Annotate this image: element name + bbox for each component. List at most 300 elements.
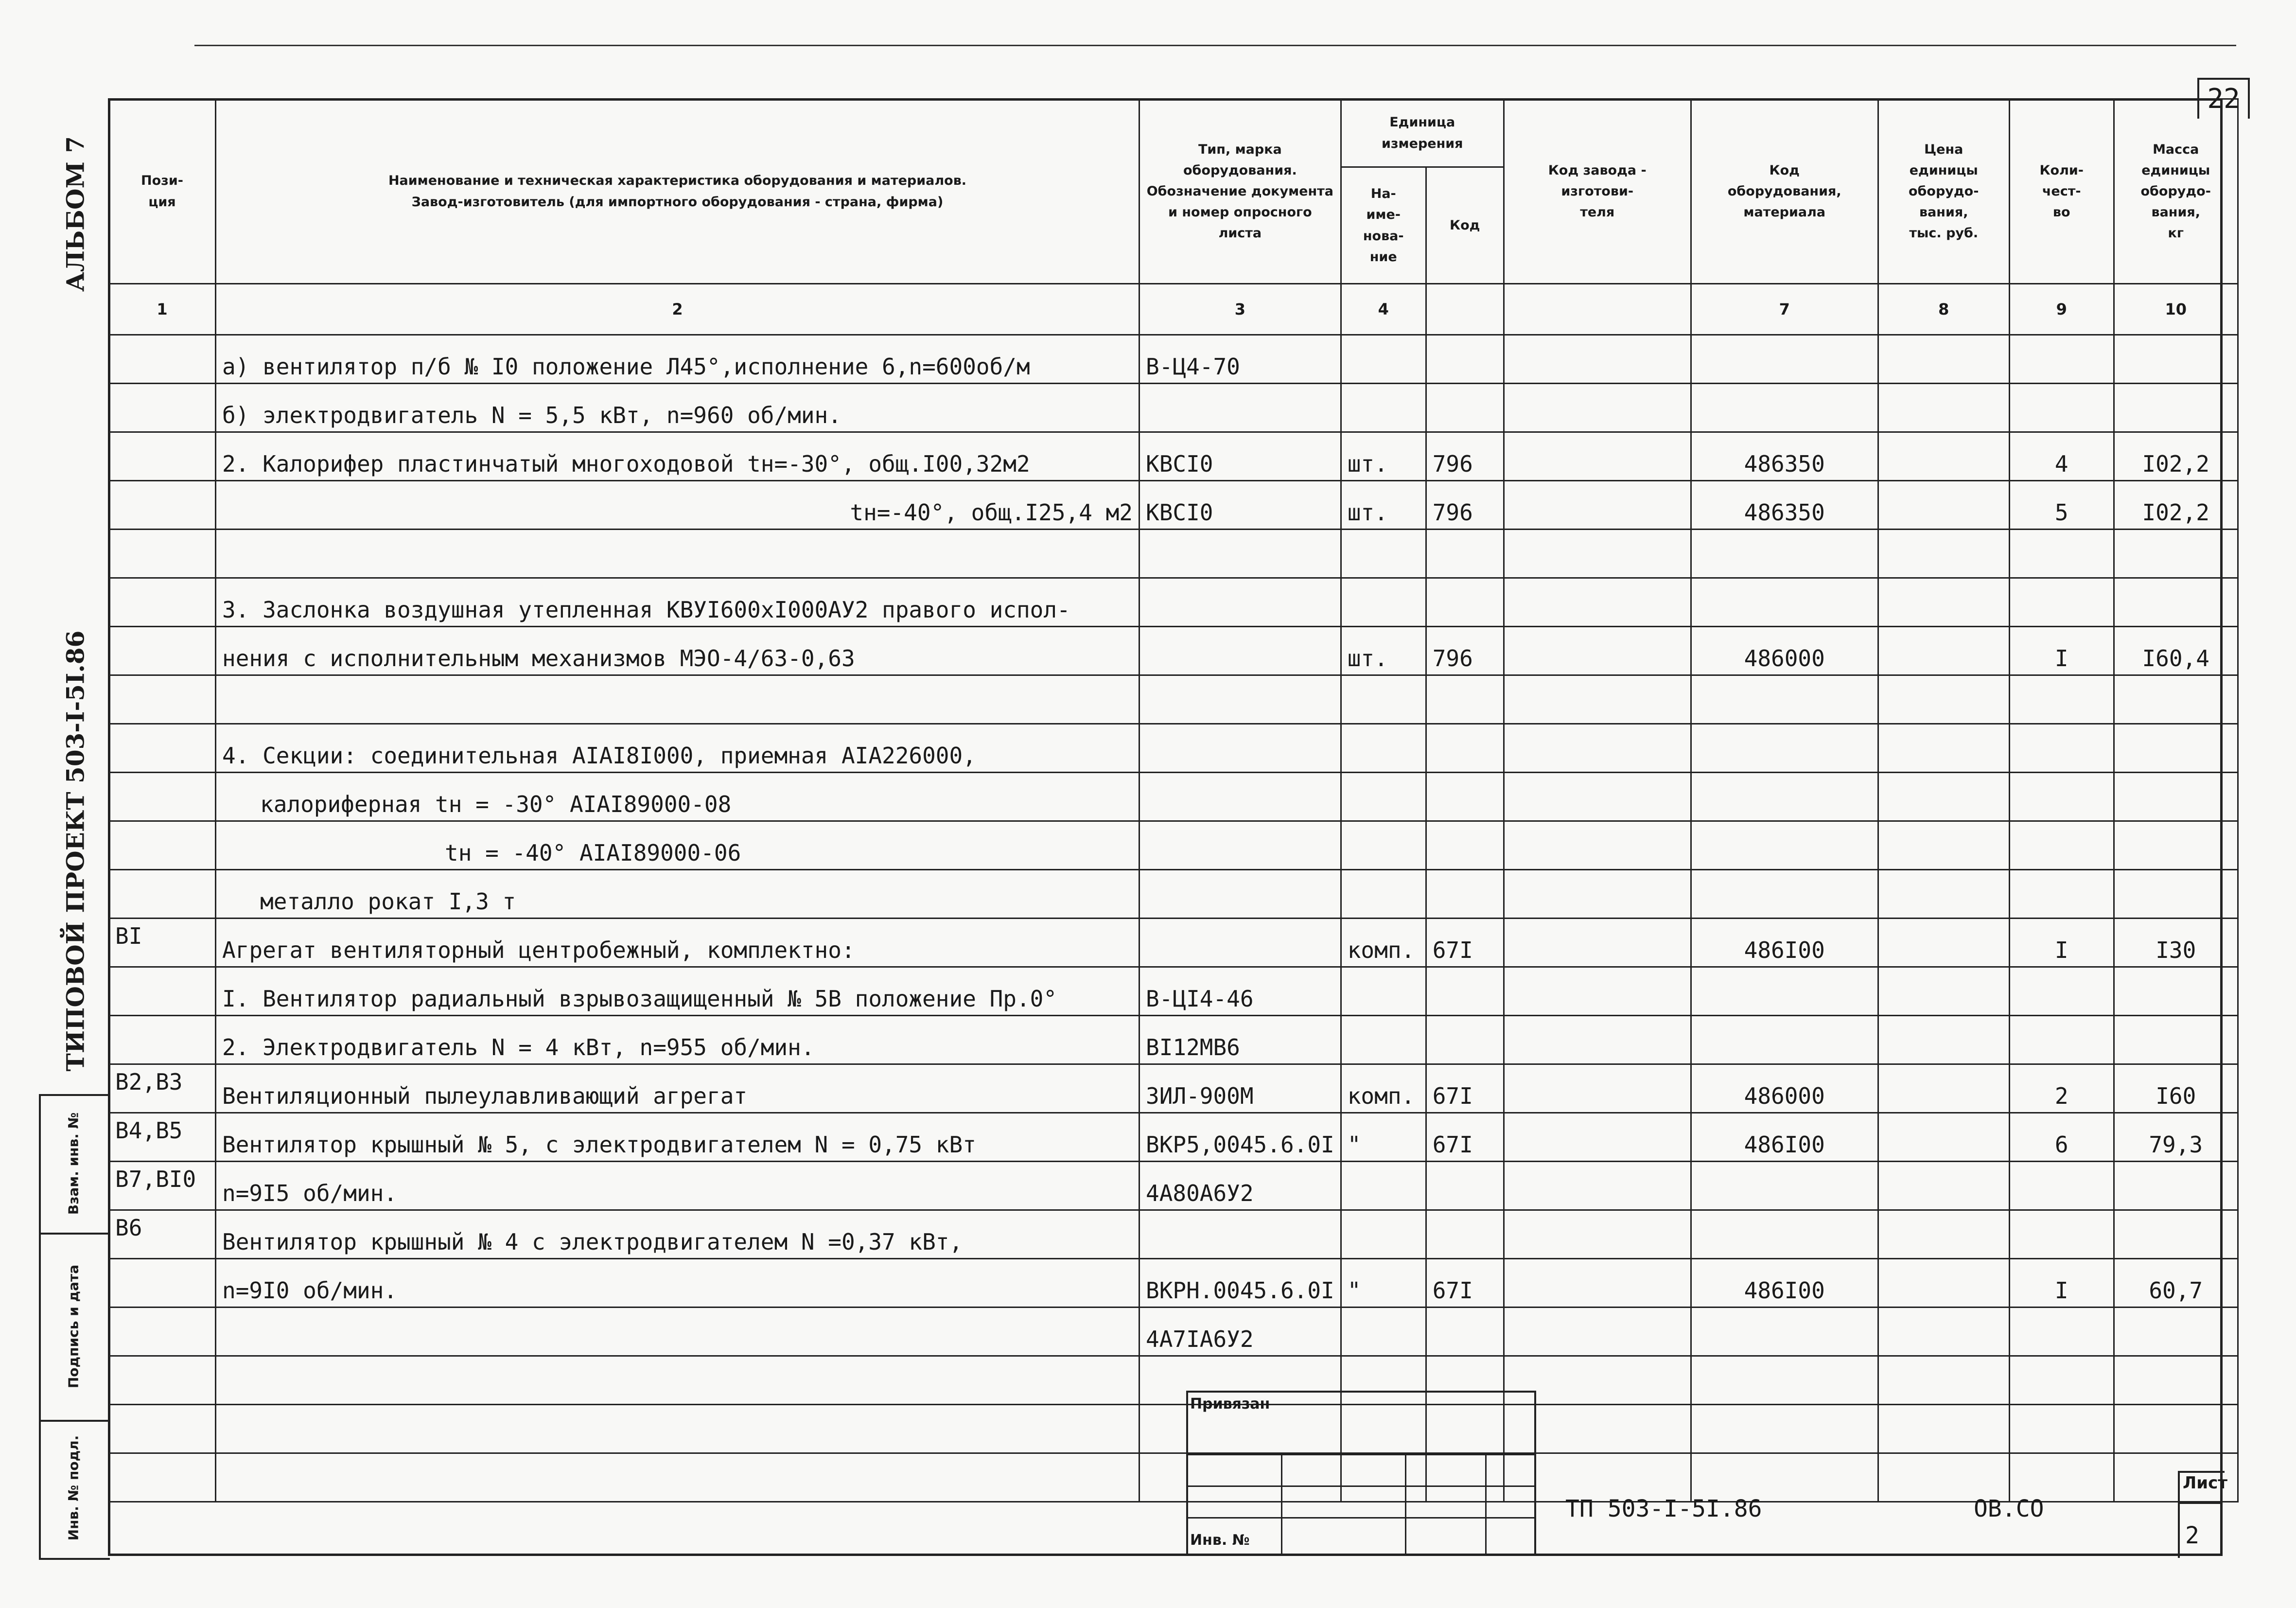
- pos-cell: [109, 821, 216, 870]
- unit-code-cell: [1426, 1162, 1504, 1210]
- header-price: Цена единицы оборудо- вания, тыс. руб.: [1878, 99, 2009, 284]
- col-number: 8: [1878, 284, 2009, 335]
- unit-cell: ": [1341, 1113, 1426, 1162]
- name-cell: Агрегат вентиляторный центробежный, комплектно:: [216, 919, 1139, 967]
- pos-cell: [109, 1308, 216, 1356]
- stamp-replace-inv-text: Взам. инв. №: [65, 1112, 82, 1215]
- binding-line: [1485, 1454, 1487, 1556]
- equip-code-cell: 486350: [1691, 432, 1878, 481]
- unit-code-cell: [1426, 821, 1504, 870]
- factory-cell: [1504, 1016, 1691, 1064]
- mass-cell: I02,2: [2114, 481, 2238, 530]
- unit-code-cell: 67I: [1426, 1113, 1504, 1162]
- factory-cell: [1504, 870, 1691, 919]
- factory-cell: [1504, 432, 1691, 481]
- unit-code-cell: [1426, 675, 1504, 724]
- unit-code-cell: [1426, 967, 1504, 1016]
- col-number: 10: [2114, 284, 2238, 335]
- mass-cell: I60: [2114, 1064, 2238, 1113]
- unit-code-cell: 796: [1426, 627, 1504, 675]
- equip-code-cell: 486000: [1691, 627, 1878, 675]
- name-cell: [216, 1308, 1139, 1356]
- table-row: [109, 1064, 2238, 1113]
- type-cell: [1139, 675, 1341, 724]
- qty-cell: I: [2009, 627, 2114, 675]
- price-cell: [1878, 1162, 2009, 1210]
- mass-cell: [2114, 578, 2238, 627]
- price-cell: [1878, 1356, 2009, 1405]
- price-cell: [1878, 335, 2009, 384]
- name-cell: 4. Секции: соединительная АIАI8I000, приемная АIА226000,: [216, 724, 1139, 773]
- equip-code-cell: [1691, 821, 1878, 870]
- col-number: 4: [1341, 284, 1426, 335]
- qty-cell: [2009, 773, 2114, 821]
- name-cell: Вентилятор крышный № 4 с электродвигателем N =0,37 кВт,: [216, 1210, 1139, 1259]
- qty-cell: [2009, 1308, 2114, 1356]
- price-cell: [1878, 481, 2009, 530]
- pos-cell: [109, 724, 216, 773]
- equip-code-cell: 486I00: [1691, 1259, 1878, 1308]
- pos-cell: [109, 481, 216, 530]
- table-row: [109, 1356, 2238, 1405]
- price-cell: [1878, 1210, 2009, 1259]
- equip-code-cell: [1691, 1356, 1878, 1405]
- equip-code-cell: [1691, 724, 1878, 773]
- equip-code-cell: 486350: [1691, 481, 1878, 530]
- table-row: [109, 1016, 2238, 1064]
- unit-cell: [1341, 675, 1426, 724]
- table-row: [109, 773, 2238, 821]
- price-cell: [1878, 1113, 2009, 1162]
- table-row: [109, 1210, 2238, 1259]
- pos-cell: [109, 530, 216, 578]
- factory-cell: [1504, 1210, 1691, 1259]
- mass-cell: [2114, 1016, 2238, 1064]
- type-cell: 4А7IА6У2: [1139, 1308, 1341, 1356]
- table-row: [109, 967, 2238, 1016]
- type-cell: [1139, 870, 1341, 919]
- unit-code-cell: 67I: [1426, 1259, 1504, 1308]
- header-row: [109, 99, 2238, 167]
- stamp-original-inv: [39, 1420, 108, 1556]
- qty-cell: [2009, 1356, 2114, 1405]
- name-cell: калориферная tн = -30° АIАI89000-08: [216, 773, 1139, 821]
- header-type: Тип, марка оборудования. Обозначение документа и номер опросного листа: [1139, 99, 1341, 284]
- pos-cell: [109, 578, 216, 627]
- unit-cell: [1341, 384, 1426, 432]
- price-cell: [1878, 1064, 2009, 1113]
- price-cell: [1878, 578, 2009, 627]
- unit-code-cell: [1426, 724, 1504, 773]
- binding-label: Привязан: [1190, 1396, 1270, 1413]
- pos-cell: В7,ВI0: [109, 1162, 216, 1210]
- factory-cell: [1504, 1259, 1691, 1308]
- type-cell: ВКРН.0045.6.0I: [1139, 1259, 1341, 1308]
- qty-cell: 4: [2009, 432, 2114, 481]
- pos-cell: [109, 870, 216, 919]
- pos-cell: ВI: [109, 919, 216, 967]
- unit-code-cell: [1426, 1210, 1504, 1259]
- table-row: [109, 481, 2238, 530]
- qty-cell: [2009, 675, 2114, 724]
- factory-cell: [1504, 530, 1691, 578]
- unit-cell: шт.: [1341, 627, 1426, 675]
- price-cell: [1878, 1405, 2009, 1453]
- col-number: 9: [2009, 284, 2114, 335]
- unit-code-cell: 796: [1426, 481, 1504, 530]
- factory-cell: [1504, 821, 1691, 870]
- unit-code-cell: 67I: [1426, 1064, 1504, 1113]
- pos-cell: [109, 967, 216, 1016]
- qty-cell: [2009, 335, 2114, 384]
- equip-code-cell: [1691, 384, 1878, 432]
- equip-code-cell: 486I00: [1691, 919, 1878, 967]
- mass-cell: 79,3: [2114, 1113, 2238, 1162]
- header-qty: Коли- чест- во: [2009, 99, 2114, 284]
- equip-code-cell: [1691, 1210, 1878, 1259]
- document-code: ТП 503-I-5I.86: [1565, 1495, 1762, 1522]
- type-cell: ВКР5,0045.6.0I: [1139, 1113, 1341, 1162]
- table-row: [109, 919, 2238, 967]
- type-cell: [1139, 384, 1341, 432]
- price-cell: [1878, 870, 2009, 919]
- name-cell: tн = -40° АIАI89000-06: [216, 821, 1139, 870]
- qty-cell: [2009, 967, 2114, 1016]
- unit-cell: комп.: [1341, 919, 1426, 967]
- factory-cell: [1504, 919, 1691, 967]
- equip-code-cell: 486000: [1691, 1064, 1878, 1113]
- album-label-text: АЛЬБОМ 7: [61, 136, 90, 292]
- name-cell: нения с исполнительным механизмов МЭО-4/63-0,63: [216, 627, 1139, 675]
- price-cell: [1878, 821, 2009, 870]
- sheet-corner-number: 22: [2197, 78, 2250, 119]
- equip-code-cell: [1691, 335, 1878, 384]
- binding-line: [1281, 1454, 1282, 1556]
- sheet-number-divider: [2178, 1502, 2223, 1504]
- table-row: [109, 675, 2238, 724]
- equip-code-cell: [1691, 530, 1878, 578]
- factory-cell: [1504, 1162, 1691, 1210]
- type-cell: ЗИЛ-900М: [1139, 1064, 1341, 1113]
- type-cell: 4А80А6У2: [1139, 1162, 1341, 1210]
- mass-cell: [2114, 1356, 2238, 1405]
- pos-cell: В2,В3: [109, 1064, 216, 1113]
- unit-cell: [1341, 1210, 1426, 1259]
- stamp-signature-date: [39, 1233, 108, 1420]
- pos-cell: [109, 1016, 216, 1064]
- price-cell: [1878, 724, 2009, 773]
- equip-code-cell: [1691, 1453, 1878, 1502]
- qty-cell: [2009, 821, 2114, 870]
- type-cell: ВI12МВ6: [1139, 1016, 1341, 1064]
- name-cell: [216, 1453, 1139, 1502]
- table-row: [109, 870, 2238, 919]
- pos-cell: [109, 675, 216, 724]
- stamp-replace-inv: [39, 1094, 108, 1233]
- price-cell: [1878, 675, 2009, 724]
- unit-cell: [1341, 530, 1426, 578]
- inv-no-label: Инв. №: [1190, 1532, 1250, 1549]
- qty-cell: [2009, 1405, 2114, 1453]
- header-unit-name: На- име- нова- ние: [1341, 167, 1426, 284]
- unit-code-cell: [1426, 773, 1504, 821]
- name-cell: [216, 675, 1139, 724]
- price-cell: [1878, 773, 2009, 821]
- unit-code-cell: [1426, 870, 1504, 919]
- equip-code-cell: [1691, 578, 1878, 627]
- qty-cell: 5: [2009, 481, 2114, 530]
- unit-cell: [1341, 1016, 1426, 1064]
- price-cell: [1878, 1259, 2009, 1308]
- pos-cell: [109, 773, 216, 821]
- factory-cell: [1504, 1308, 1691, 1356]
- name-cell: Вентиляционный пылеулавливающий агрегат: [216, 1064, 1139, 1113]
- name-cell: 2. Калорифер пластинчатый многоходовой tн=-30°, общ.I00,32м2: [216, 432, 1139, 481]
- mass-cell: [2114, 1210, 2238, 1259]
- name-cell: 3. Заслонка воздушная утепленная КВУI600хI000АУ2 правого испол-: [216, 578, 1139, 627]
- project-label: [39, 632, 112, 1070]
- mass-cell: [2114, 1162, 2238, 1210]
- type-cell: [1139, 821, 1341, 870]
- type-cell: [1139, 773, 1341, 821]
- col-number: 2: [216, 284, 1139, 335]
- table-row: [109, 432, 2238, 481]
- document-mark: ОВ.СО: [1974, 1495, 2044, 1522]
- unit-code-cell: [1426, 335, 1504, 384]
- unit-cell: [1341, 724, 1426, 773]
- pos-cell: [109, 335, 216, 384]
- qty-cell: [2009, 1162, 2114, 1210]
- unit-cell: [1341, 967, 1426, 1016]
- col-number: 3: [1139, 284, 1341, 335]
- type-cell: [1139, 578, 1341, 627]
- mass-cell: 60,7: [2114, 1259, 2238, 1308]
- qty-cell: I: [2009, 919, 2114, 967]
- qty-cell: [2009, 1016, 2114, 1064]
- qty-cell: [2009, 1453, 2114, 1502]
- table-row: [109, 335, 2238, 384]
- unit-cell: [1341, 335, 1426, 384]
- mass-cell: [2114, 821, 2238, 870]
- col-number: [1504, 284, 1691, 335]
- factory-cell: [1504, 773, 1691, 821]
- type-cell: КВСI0: [1139, 432, 1341, 481]
- type-cell: [1139, 627, 1341, 675]
- factory-cell: [1504, 675, 1691, 724]
- name-cell: tн=-40°, общ.I25,4 м2: [216, 481, 1139, 530]
- table-row: [109, 821, 2238, 870]
- header-factory: Код завода - изготови- теля: [1504, 99, 1691, 284]
- type-cell: КВСI0: [1139, 481, 1341, 530]
- header-name: Наименование и техническая характеристика оборудования и материалов. Завод-изготовитель (для импортного оборудования - страна, фирма): [216, 99, 1139, 284]
- mass-cell: [2114, 675, 2238, 724]
- equip-code-cell: [1691, 1308, 1878, 1356]
- unit-cell: шт.: [1341, 481, 1426, 530]
- equip-code-cell: [1691, 1016, 1878, 1064]
- equip-code-cell: [1691, 967, 1878, 1016]
- header-mass: Масса единицы оборудо- вания, кг: [2114, 99, 2238, 284]
- table-row: [109, 1259, 2238, 1308]
- unit-cell: [1341, 578, 1426, 627]
- qty-cell: I: [2009, 1259, 2114, 1308]
- table-row: [109, 1453, 2238, 1502]
- factory-cell: [1504, 384, 1691, 432]
- col-number: 1: [109, 284, 216, 335]
- table-row: [109, 384, 2238, 432]
- type-cell: [1139, 919, 1341, 967]
- unit-code-cell: [1426, 1016, 1504, 1064]
- name-cell: n=9I0 об/мин.: [216, 1259, 1139, 1308]
- mass-cell: [2114, 384, 2238, 432]
- pos-cell: [109, 1259, 216, 1308]
- mass-cell: [2114, 1308, 2238, 1356]
- name-cell: б) электродвигатель N = 5,5 кВт, n=960 об/мин.: [216, 384, 1139, 432]
- name-cell: металло рокат I,3 т: [216, 870, 1139, 919]
- mass-cell: [2114, 1405, 2238, 1453]
- mass-cell: I30: [2114, 919, 2238, 967]
- binding-line: [1186, 1485, 1536, 1487]
- unit-code-cell: [1426, 1308, 1504, 1356]
- top-rule: [194, 45, 2236, 46]
- mass-cell: [2114, 967, 2238, 1016]
- price-cell: [1878, 967, 2009, 1016]
- type-cell: [1139, 1210, 1341, 1259]
- factory-cell: [1504, 724, 1691, 773]
- qty-cell: 2: [2009, 1064, 2114, 1113]
- factory-cell: [1504, 627, 1691, 675]
- album-label: [39, 122, 112, 306]
- qty-cell: [2009, 530, 2114, 578]
- table-row: [109, 578, 2238, 627]
- mass-cell: [2114, 870, 2238, 919]
- factory-cell: [1504, 578, 1691, 627]
- mass-cell: [2114, 335, 2238, 384]
- price-cell: [1878, 1016, 2009, 1064]
- pos-cell: В4,В5: [109, 1113, 216, 1162]
- price-cell: [1878, 1453, 2009, 1502]
- unit-code-cell: [1426, 578, 1504, 627]
- mass-cell: [2114, 724, 2238, 773]
- unit-code-cell: 67I: [1426, 919, 1504, 967]
- binding-line: [1186, 1454, 1536, 1455]
- pos-cell: [109, 384, 216, 432]
- qty-cell: 6: [2009, 1113, 2114, 1162]
- stamp-signature-date-text: Подпись и дата: [65, 1264, 82, 1388]
- mass-cell: I60,4: [2114, 627, 2238, 675]
- type-cell: [1139, 530, 1341, 578]
- unit-cell: [1341, 773, 1426, 821]
- pos-cell: [109, 1356, 216, 1405]
- unit-cell: ": [1341, 1259, 1426, 1308]
- table-row: [109, 1113, 2238, 1162]
- sheet-label: Лист: [2183, 1473, 2227, 1493]
- pos-cell: [109, 1453, 216, 1502]
- type-cell: [1139, 724, 1341, 773]
- factory-cell: [1504, 1064, 1691, 1113]
- pos-cell: В6: [109, 1210, 216, 1259]
- header-unit: Единица измерения: [1341, 99, 1504, 167]
- mass-cell: [2114, 530, 2238, 578]
- factory-cell: [1504, 1113, 1691, 1162]
- table-row: [109, 1405, 2238, 1453]
- col-number: 7: [1691, 284, 1878, 335]
- name-cell: 2. Электродвигатель N = 4 кВт, n=955 об/мин.: [216, 1016, 1139, 1064]
- name-cell: Вентилятор крышный № 5, с электродвигателем N = 0,75 кВт: [216, 1113, 1139, 1162]
- unit-cell: [1341, 1308, 1426, 1356]
- equip-code-cell: [1691, 773, 1878, 821]
- equip-code-cell: [1691, 1162, 1878, 1210]
- qty-cell: [2009, 870, 2114, 919]
- unit-cell: [1341, 821, 1426, 870]
- equip-code-cell: [1691, 675, 1878, 724]
- qty-cell: [2009, 724, 2114, 773]
- table-row: [109, 627, 2238, 675]
- header-equip-code: Код оборудования, материала: [1691, 99, 1878, 284]
- unit-cell: шт.: [1341, 432, 1426, 481]
- mass-cell: [2114, 773, 2238, 821]
- binding-line: [1186, 1517, 1536, 1519]
- type-cell: В-Ц4-70: [1139, 335, 1341, 384]
- name-cell: а) вентилятор п/б № I0 положение Л45°,исполнение 6,n=600об/м: [216, 335, 1139, 384]
- table-body: [109, 335, 2238, 1502]
- sheet-number: 2: [2185, 1522, 2199, 1549]
- mass-cell: I02,2: [2114, 432, 2238, 481]
- header-unit-code: Код: [1426, 167, 1504, 284]
- binding-line: [1405, 1454, 1406, 1556]
- equip-code-cell: [1691, 870, 1878, 919]
- price-cell: [1878, 919, 2009, 967]
- unit-cell: комп.: [1341, 1064, 1426, 1113]
- column-number-row: [109, 284, 2238, 335]
- pos-cell: [109, 627, 216, 675]
- qty-cell: [2009, 578, 2114, 627]
- binding-box: [1186, 1391, 1536, 1556]
- unit-cell: [1341, 1162, 1426, 1210]
- equip-code-cell: 486I00: [1691, 1113, 1878, 1162]
- factory-cell: [1504, 967, 1691, 1016]
- table-row: [109, 1308, 2238, 1356]
- price-cell: [1878, 384, 2009, 432]
- name-cell: n=9I5 об/мин.: [216, 1162, 1139, 1210]
- price-cell: [1878, 530, 2009, 578]
- qty-cell: [2009, 1210, 2114, 1259]
- name-cell: [216, 1356, 1139, 1405]
- unit-code-cell: [1426, 384, 1504, 432]
- factory-cell: [1504, 481, 1691, 530]
- unit-code-cell: 796: [1426, 432, 1504, 481]
- project-label-text: ТИПОВОЙ ПРОЕКТ 503-I-5I.86: [61, 630, 90, 1072]
- unit-code-cell: [1426, 530, 1504, 578]
- table-row: [109, 1162, 2238, 1210]
- name-cell: [216, 530, 1139, 578]
- qty-cell: [2009, 384, 2114, 432]
- stamp-original-inv-text: Инв. № подл.: [65, 1435, 82, 1541]
- unit-cell: [1341, 870, 1426, 919]
- price-cell: [1878, 432, 2009, 481]
- pos-cell: [109, 432, 216, 481]
- equip-code-cell: [1691, 1405, 1878, 1453]
- name-cell: [216, 1405, 1139, 1453]
- header-pos: Пози- ция: [109, 99, 216, 284]
- price-cell: [1878, 627, 2009, 675]
- price-cell: [1878, 1308, 2009, 1356]
- pos-cell: [109, 1405, 216, 1453]
- factory-cell: [1504, 335, 1691, 384]
- table-row: [109, 530, 2238, 578]
- type-cell: В-ЦI4-46: [1139, 967, 1341, 1016]
- table-row: [109, 724, 2238, 773]
- specification-table: [108, 98, 2239, 1502]
